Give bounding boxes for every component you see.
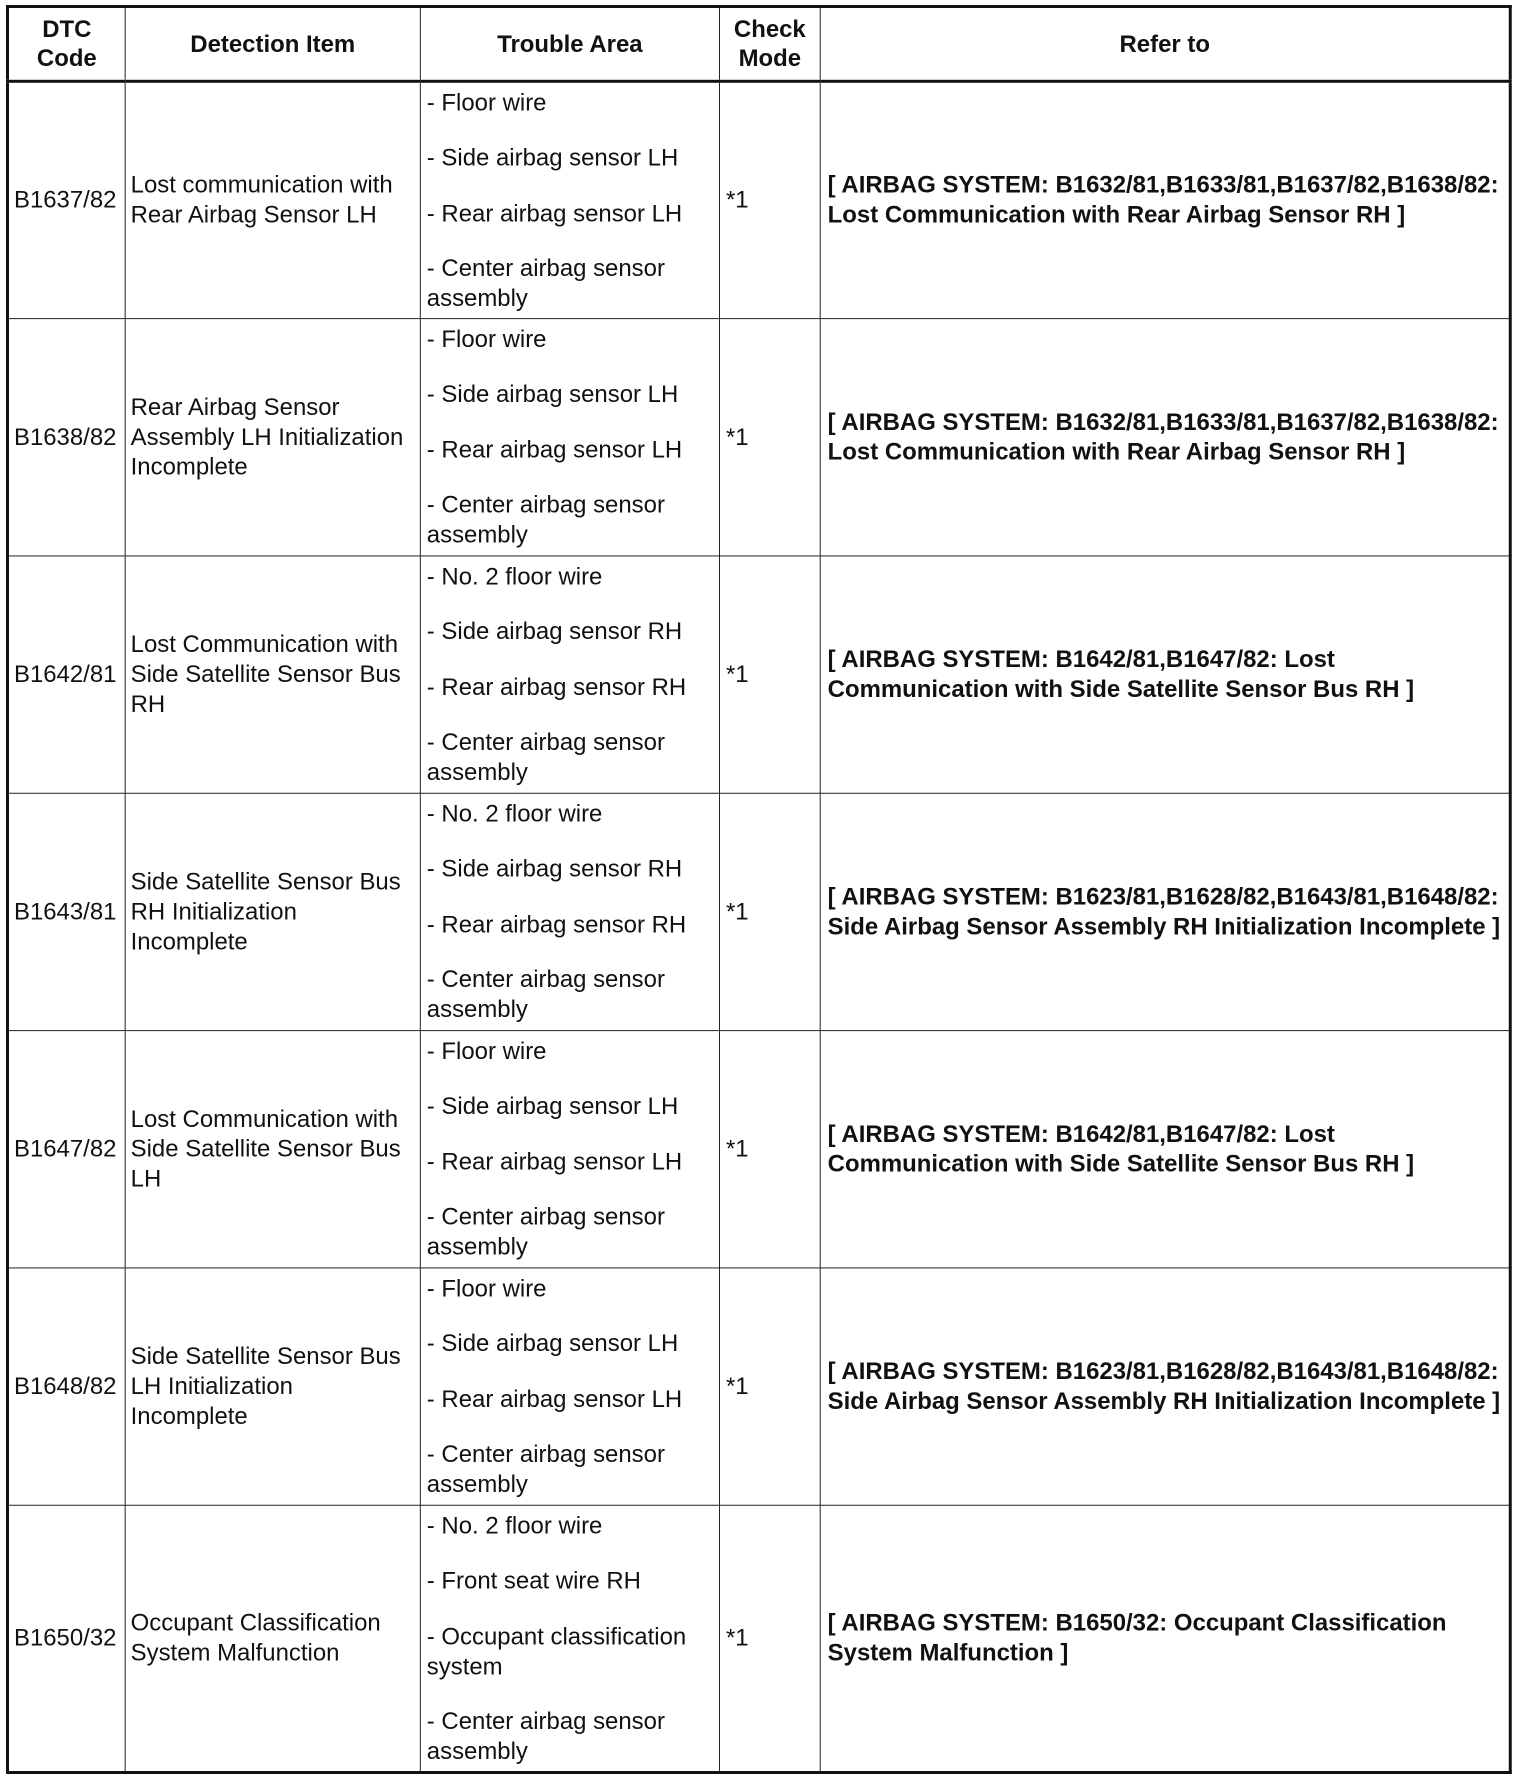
- detection-item-cell: Lost Communication with Side Satellite Sensor Bus RH: [125, 556, 420, 793]
- detection-item-cell: Side Satellite Sensor Bus LH Initialization Incomplete: [125, 1268, 420, 1505]
- check-mode-cell: *1: [719, 556, 820, 793]
- table-row: [7, 319, 1510, 556]
- trouble-area-item: - Rear airbag sensor RH: [426, 911, 687, 939]
- trouble-area-item: - Side airbag sensor LH: [426, 144, 679, 172]
- trouble-area-item: - Side airbag sensor RH: [426, 855, 683, 883]
- document-page: [6, 5, 1509, 1769]
- trouble-area-item: - Center airbag sensor assembly: [426, 1203, 665, 1261]
- table-row: [7, 793, 1510, 1030]
- trouble-area-item: - Center airbag sensor assembly: [426, 255, 665, 313]
- detection-item-cell: Side Satellite Sensor Bus RH Initialization Incomplete: [125, 793, 420, 1030]
- trouble-area-item: - Rear airbag sensor LH: [426, 200, 683, 228]
- header-dtc-code: DTC Code: [7, 6, 125, 81]
- table-row: [7, 1268, 1510, 1505]
- check-mode-cell: *1: [719, 793, 820, 1030]
- trouble-area-item: - No. 2 floor wire: [426, 1512, 603, 1540]
- refer-to-link[interactable]: [ AIRBAG SYSTEM: B1632/81,B1633/81,B1637/82,B1638/82: Lost Communication with Rear Airbag Sensor RH ]: [820, 81, 1510, 318]
- check-mode-cell: *1: [719, 319, 820, 556]
- trouble-area-item: - Front seat wire RH: [426, 1567, 641, 1595]
- trouble-area-item: - Side airbag sensor LH: [426, 1330, 679, 1358]
- header-detection-item: Detection Item: [125, 6, 420, 81]
- trouble-area-item: - Floor wire: [426, 1275, 547, 1303]
- trouble-area-item: - Side airbag sensor LH: [426, 1093, 679, 1121]
- trouble-area-item: - Center airbag sensor assembly: [426, 1708, 665, 1766]
- trouble-area-cell: [420, 81, 719, 318]
- table-row: [7, 1505, 1510, 1772]
- dtc-code-cell: B1650/32: [7, 1505, 125, 1772]
- refer-to-link[interactable]: [ AIRBAG SYSTEM: B1642/81,B1647/82: Lost Communication with Side Satellite Sensor Bus RH ]: [820, 1031, 1510, 1268]
- trouble-area-item: - Center airbag sensor assembly: [426, 491, 665, 549]
- trouble-area-item: - Center airbag sensor assembly: [426, 966, 665, 1024]
- trouble-area-cell: [420, 1268, 719, 1505]
- trouble-area-item: - Center airbag sensor assembly: [426, 1440, 665, 1498]
- detection-item-cell: Lost Communication with Side Satellite Sensor Bus LH: [125, 1031, 420, 1268]
- refer-to-link[interactable]: [ AIRBAG SYSTEM: B1650/32: Occupant Classification System Malfunction ]: [820, 1505, 1510, 1772]
- trouble-area-item: - Center airbag sensor assembly: [426, 728, 665, 786]
- detection-item-cell: Lost communication with Rear Airbag Sensor LH: [125, 81, 420, 318]
- trouble-area-item: - No. 2 floor wire: [426, 800, 603, 828]
- dtc-code-cell: B1648/82: [7, 1268, 125, 1505]
- header-refer-to: Refer to: [820, 6, 1510, 81]
- dtc-code-cell: B1642/81: [7, 556, 125, 793]
- trouble-area-cell: [420, 319, 719, 556]
- trouble-area-item: - Rear airbag sensor LH: [426, 1385, 683, 1413]
- trouble-area-item: - Rear airbag sensor LH: [426, 436, 683, 464]
- detection-item-cell: Rear Airbag Sensor Assembly LH Initialization Incomplete: [125, 319, 420, 556]
- trouble-area-cell: [420, 1031, 719, 1268]
- refer-to-link[interactable]: [ AIRBAG SYSTEM: B1642/81,B1647/82: Lost Communication with Side Satellite Sensor Bus RH ]: [820, 556, 1510, 793]
- refer-to-link[interactable]: [ AIRBAG SYSTEM: B1632/81,B1633/81,B1637/82,B1638/82: Lost Communication with Rear Airbag Sensor RH ]: [820, 319, 1510, 556]
- dtc-table: [6, 5, 1512, 1774]
- detection-item-cell: Occupant Classification System Malfunction: [125, 1505, 420, 1772]
- check-mode-cell: *1: [719, 81, 820, 318]
- trouble-area-cell: [420, 793, 719, 1030]
- check-mode-cell: *1: [719, 1505, 820, 1772]
- trouble-area-cell: [420, 1505, 719, 1772]
- dtc-code-cell: B1637/82: [7, 81, 125, 318]
- trouble-area-cell: [420, 556, 719, 793]
- refer-to-link[interactable]: [ AIRBAG SYSTEM: B1623/81,B1628/82,B1643/81,B1648/82: Side Airbag Sensor Assembly RH Initialization Incomplete ]: [820, 793, 1510, 1030]
- dtc-code-cell: B1647/82: [7, 1031, 125, 1268]
- trouble-area-item: - Rear airbag sensor LH: [426, 1148, 683, 1176]
- trouble-area-item: - Occupant classification system: [426, 1623, 687, 1680]
- dtc-code-cell: B1638/82: [7, 319, 125, 556]
- trouble-area-item: - Side airbag sensor RH: [426, 618, 683, 646]
- dtc-code-cell: B1643/81: [7, 793, 125, 1030]
- table-row: [7, 1031, 1510, 1268]
- check-mode-cell: *1: [719, 1031, 820, 1268]
- table-row: [7, 556, 1510, 793]
- header-row: [7, 6, 1510, 81]
- trouble-area-item: - No. 2 floor wire: [426, 563, 603, 591]
- header-trouble-area: Trouble Area: [420, 6, 719, 81]
- refer-to-link[interactable]: [ AIRBAG SYSTEM: B1623/81,B1628/82,B1643/81,B1648/82: Side Airbag Sensor Assembly RH Initialization Incomplete ]: [820, 1268, 1510, 1505]
- check-mode-cell: *1: [719, 1268, 820, 1505]
- table-row: [7, 81, 1510, 318]
- trouble-area-item: - Floor wire: [426, 89, 547, 117]
- trouble-area-item: - Side airbag sensor LH: [426, 381, 679, 409]
- trouble-area-item: - Floor wire: [426, 326, 547, 354]
- trouble-area-item: - Floor wire: [426, 1038, 547, 1066]
- header-check-mode: Check Mode: [719, 6, 820, 81]
- trouble-area-item: - Rear airbag sensor RH: [426, 673, 687, 701]
